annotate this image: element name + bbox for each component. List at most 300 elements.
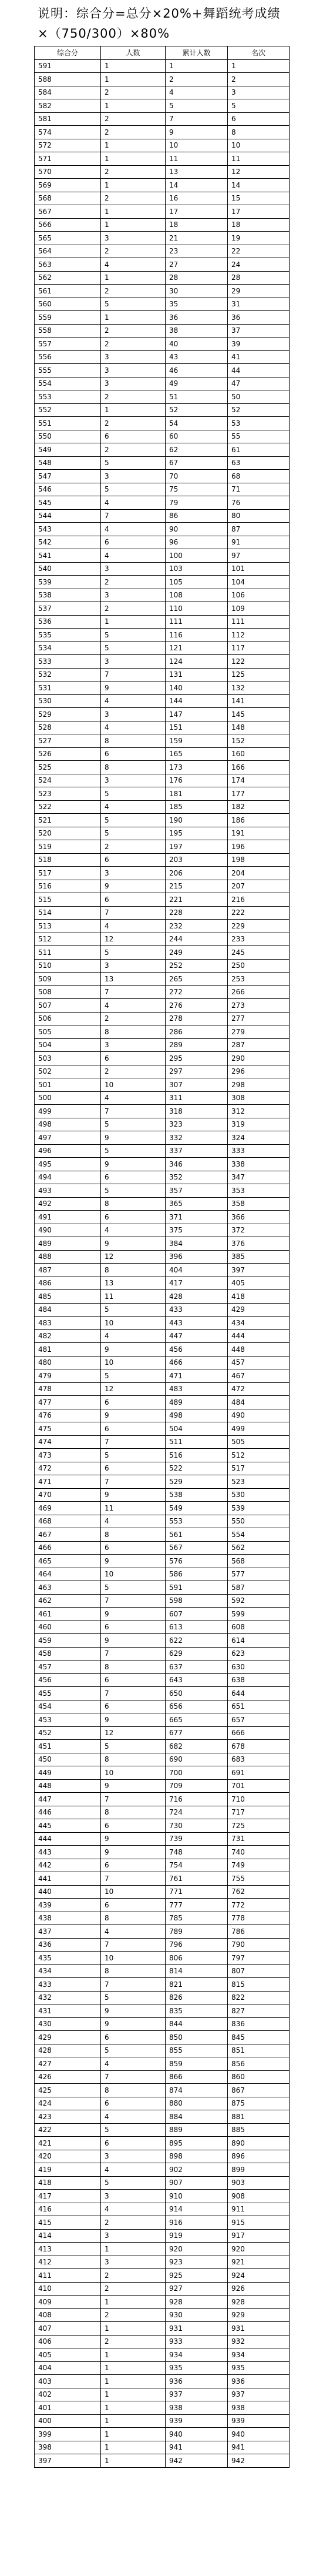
cell-score: 473 <box>35 1449 101 1462</box>
table-row <box>35 933 290 946</box>
cell-score: 527 <box>35 734 101 748</box>
cell-count: 1 <box>101 2388 166 2401</box>
cell-rank: 921 <box>228 2256 290 2269</box>
cell-rank: 324 <box>228 1131 290 1145</box>
table-row <box>35 1382 290 1396</box>
table-row <box>35 2044 290 2057</box>
cell-count: 1 <box>101 73 166 86</box>
cell-count: 5 <box>101 1581 166 1595</box>
cell-cumulative: 404 <box>166 1264 228 1277</box>
table-row <box>35 1846 290 1859</box>
cell-count: 9 <box>101 1131 166 1145</box>
cell-count: 4 <box>101 920 166 933</box>
cell-rank: 1 <box>228 59 290 73</box>
cell-count: 7 <box>101 985 166 999</box>
cell-score: 438 <box>35 1912 101 1925</box>
table-row <box>35 1713 290 1727</box>
cell-cumulative: 79 <box>166 496 228 510</box>
table-row <box>35 1105 290 1118</box>
cell-rank: 71 <box>228 483 290 496</box>
table-row <box>35 602 290 616</box>
cell-score: 402 <box>35 2388 101 2401</box>
cell-cumulative: 272 <box>166 985 228 999</box>
cell-rank: 52 <box>228 403 290 417</box>
cell-rank: 457 <box>228 1356 290 1369</box>
cell-count: 6 <box>101 1621 166 1634</box>
cell-cumulative: 591 <box>166 1581 228 1595</box>
cell-score: 398 <box>35 2441 101 2454</box>
cell-cumulative: 814 <box>166 1964 228 1978</box>
cell-cumulative: 332 <box>166 1131 228 1145</box>
cell-cumulative: 203 <box>166 853 228 867</box>
cell-score: 455 <box>35 1687 101 1700</box>
cell-score: 404 <box>35 2361 101 2375</box>
cell-score: 442 <box>35 1859 101 1872</box>
cell-cumulative: 928 <box>166 2296 228 2309</box>
cell-cumulative: 60 <box>166 430 228 443</box>
cell-count: 4 <box>101 1925 166 1939</box>
cell-count: 4 <box>101 800 166 814</box>
cell-count: 6 <box>101 536 166 549</box>
cell-count: 4 <box>101 496 166 510</box>
cell-count: 8 <box>101 1025 166 1039</box>
cell-count: 9 <box>101 1237 166 1251</box>
cell-rank: 106 <box>228 589 290 602</box>
table-row <box>35 1422 290 1436</box>
table-row <box>35 258 290 272</box>
cell-count: 5 <box>101 2176 166 2190</box>
cell-cumulative: 215 <box>166 880 228 893</box>
cell-count: 4 <box>101 2110 166 2124</box>
cell-count: 9 <box>101 1832 166 1846</box>
cell-cumulative: 855 <box>166 2044 228 2057</box>
cell-rank: 229 <box>228 920 290 933</box>
cell-score: 448 <box>35 1779 101 1793</box>
cell-score: 516 <box>35 880 101 893</box>
table-row <box>35 2216 290 2230</box>
cell-cumulative: 18 <box>166 218 228 232</box>
table-row <box>35 840 290 854</box>
cell-score: 471 <box>35 1475 101 1489</box>
cell-count: 1 <box>101 2428 166 2441</box>
cell-count: 12 <box>101 933 166 946</box>
table-row <box>35 906 290 920</box>
cell-count: 9 <box>101 1555 166 1568</box>
cell-rank: 112 <box>228 629 290 642</box>
cell-rank: 717 <box>228 1806 290 1819</box>
cell-score: 518 <box>35 853 101 867</box>
cell-rank: 245 <box>228 946 290 960</box>
explanation-note: 说明：综合分=总分×20%+舞蹈统考成绩×（750/300）×80% <box>38 6 281 41</box>
cell-cumulative: 709 <box>166 1779 228 1793</box>
cell-rank: 41 <box>228 350 290 364</box>
cell-score: 498 <box>35 1118 101 1131</box>
cell-count: 5 <box>101 1303 166 1317</box>
cell-score: 472 <box>35 1462 101 1475</box>
table-row <box>35 2084 290 2097</box>
table-row <box>35 1952 290 1965</box>
cell-score: 547 <box>35 470 101 483</box>
cell-score: 569 <box>35 179 101 192</box>
table-row <box>35 509 290 523</box>
cell-count: 2 <box>101 2308 166 2322</box>
cell-rank: 12 <box>228 165 290 179</box>
table-row <box>35 2428 290 2441</box>
cell-count: 9 <box>101 880 166 893</box>
table-row <box>35 655 290 669</box>
cell-cumulative: 249 <box>166 946 228 960</box>
cell-rank: 19 <box>228 232 290 245</box>
table-row <box>35 1435 290 1449</box>
table-row <box>35 179 290 192</box>
cell-score: 426 <box>35 2070 101 2084</box>
table-row <box>35 417 290 430</box>
table-row <box>35 1528 290 1542</box>
cell-rank: 731 <box>228 1832 290 1846</box>
cell-count: 2 <box>101 840 166 854</box>
cell-count: 1 <box>101 179 166 192</box>
cell-count: 8 <box>101 2084 166 2097</box>
cell-cumulative: 522 <box>166 1462 228 1475</box>
cell-count: 6 <box>101 1859 166 1872</box>
cell-score: 546 <box>35 483 101 496</box>
cell-cumulative: 934 <box>166 2348 228 2362</box>
table-row <box>35 350 290 364</box>
cell-rank: 444 <box>228 1329 290 1343</box>
table-row <box>35 1753 290 1766</box>
cell-cumulative: 121 <box>166 642 228 655</box>
cell-rank: 822 <box>228 1991 290 2004</box>
cell-rank: 277 <box>228 1012 290 1025</box>
cell-count: 8 <box>101 1264 166 1277</box>
table-row <box>35 1964 290 1978</box>
cell-count: 2 <box>101 165 166 179</box>
cell-score: 486 <box>35 1277 101 1290</box>
cell-cumulative: 433 <box>166 1303 228 1317</box>
cell-rank: 638 <box>228 1673 290 1687</box>
table-row <box>35 2401 290 2415</box>
table-row <box>35 827 290 840</box>
cell-cumulative: 108 <box>166 589 228 602</box>
table-row <box>35 430 290 443</box>
cell-count: 3 <box>101 562 166 576</box>
cell-score: 538 <box>35 589 101 602</box>
cell-count: 10 <box>101 1952 166 1965</box>
cell-rank: 333 <box>228 1144 290 1158</box>
cell-score: 571 <box>35 152 101 166</box>
cell-cumulative: 925 <box>166 2269 228 2283</box>
cell-count: 8 <box>101 1806 166 1819</box>
cell-score: 452 <box>35 1726 101 1740</box>
cell-score: 432 <box>35 1991 101 2004</box>
cell-count: 3 <box>101 959 166 973</box>
cell-cumulative: 105 <box>166 576 228 589</box>
cell-count: 4 <box>101 721 166 734</box>
cell-count: 6 <box>101 1673 166 1687</box>
table-row <box>35 2123 290 2137</box>
cell-score: 492 <box>35 1197 101 1211</box>
cell-cumulative: 5 <box>166 99 228 113</box>
cell-score: 444 <box>35 1832 101 1846</box>
cell-score: 517 <box>35 867 101 880</box>
table-row <box>35 1555 290 1568</box>
cell-cumulative: 14 <box>166 179 228 192</box>
cell-rank: 929 <box>228 2308 290 2322</box>
table-row <box>35 853 290 867</box>
cell-count: 1 <box>101 2375 166 2388</box>
cell-score: 568 <box>35 192 101 205</box>
cell-score: 537 <box>35 602 101 616</box>
cell-rank: 899 <box>228 2163 290 2177</box>
cell-cumulative: 10 <box>166 139 228 152</box>
table-row <box>35 1250 290 1264</box>
cell-cumulative: 739 <box>166 1832 228 1846</box>
cell-rank: 366 <box>228 1211 290 1224</box>
cell-rank: 186 <box>228 814 290 827</box>
cell-score: 559 <box>35 311 101 325</box>
cell-score: 508 <box>35 985 101 999</box>
cell-count: 4 <box>101 1224 166 1237</box>
cell-cumulative: 124 <box>166 655 228 669</box>
cell-score: 525 <box>35 761 101 774</box>
table-row <box>35 747 290 761</box>
cell-score: 501 <box>35 1078 101 1092</box>
cell-cumulative: 54 <box>166 417 228 430</box>
cell-cumulative: 265 <box>166 973 228 986</box>
cell-cumulative: 96 <box>166 536 228 549</box>
table-row <box>35 99 290 113</box>
cell-score: 469 <box>35 1502 101 1515</box>
cell-count: 9 <box>101 1409 166 1422</box>
cell-rank: 940 <box>228 2428 290 2441</box>
cell-score: 420 <box>35 2150 101 2163</box>
cell-count: 5 <box>101 1449 166 1462</box>
table-row <box>35 642 290 655</box>
cell-cumulative: 835 <box>166 2004 228 2018</box>
cell-score: 450 <box>35 1753 101 1766</box>
cell-score: 522 <box>35 800 101 814</box>
cell-score: 550 <box>35 430 101 443</box>
cell-cumulative: 637 <box>166 1660 228 1674</box>
table-row <box>35 1541 290 1555</box>
cell-rank: 152 <box>228 734 290 748</box>
cell-cumulative: 914 <box>166 2203 228 2216</box>
cell-count: 3 <box>101 2150 166 2163</box>
cell-cumulative: 682 <box>166 1740 228 1753</box>
cell-score: 445 <box>35 1819 101 1833</box>
table-row <box>35 1819 290 1833</box>
cell-rank: 599 <box>228 1608 290 1621</box>
cell-score: 582 <box>35 99 101 113</box>
table-row <box>35 1806 290 1819</box>
cell-count: 5 <box>101 1118 166 1131</box>
cell-cumulative: 622 <box>166 1634 228 1648</box>
cell-count: 8 <box>101 1197 166 1211</box>
table-row <box>35 721 290 734</box>
cell-cumulative: 62 <box>166 443 228 457</box>
cell-cumulative: 567 <box>166 1541 228 1555</box>
cell-rank: 472 <box>228 1382 290 1396</box>
cell-count: 5 <box>101 1369 166 1383</box>
table-row <box>35 562 290 576</box>
cell-count: 7 <box>101 1793 166 1806</box>
cell-cumulative: 384 <box>166 1237 228 1251</box>
cell-score: 412 <box>35 2256 101 2269</box>
cell-rank: 405 <box>228 1277 290 1290</box>
table-row <box>35 338 290 351</box>
score-table <box>34 46 290 2468</box>
cell-score: 490 <box>35 1224 101 1237</box>
cell-rank: 207 <box>228 880 290 893</box>
table-row <box>35 549 290 563</box>
cell-rank: 934 <box>228 2348 290 2362</box>
cell-rank: 691 <box>228 1766 290 1780</box>
table-row <box>35 946 290 960</box>
cell-count: 3 <box>101 232 166 245</box>
cell-score: 521 <box>35 814 101 827</box>
cell-score: 456 <box>35 1673 101 1687</box>
table-row <box>35 880 290 893</box>
cell-rank: 644 <box>228 1687 290 1700</box>
cell-score: 441 <box>35 1872 101 1886</box>
cell-count: 2 <box>101 324 166 338</box>
cell-rank: 148 <box>228 721 290 734</box>
cell-count: 9 <box>101 1634 166 1648</box>
table-row <box>35 1329 290 1343</box>
cell-count: 8 <box>101 761 166 774</box>
cell-cumulative: 643 <box>166 1673 228 1687</box>
table-row <box>35 2203 290 2216</box>
cell-cumulative: 889 <box>166 2123 228 2137</box>
cell-rank: 216 <box>228 893 290 907</box>
cell-rank: 338 <box>228 1158 290 1171</box>
cell-rank: 778 <box>228 1912 290 1925</box>
cell-score: 410 <box>35 2282 101 2296</box>
cell-score: 503 <box>35 1052 101 1065</box>
cell-rank: 250 <box>228 959 290 973</box>
cell-rank: 233 <box>228 933 290 946</box>
cell-rank: 347 <box>228 1171 290 1184</box>
cell-rank: 290 <box>228 1052 290 1065</box>
table-row <box>35 1078 290 1092</box>
cell-cumulative: 173 <box>166 761 228 774</box>
table-row <box>35 1925 290 1939</box>
cell-count: 3 <box>101 2190 166 2203</box>
table-row <box>35 470 290 483</box>
cell-score: 414 <box>35 2229 101 2243</box>
cell-rank: 608 <box>228 1621 290 1634</box>
cell-rank: 196 <box>228 840 290 854</box>
cell-cumulative: 23 <box>166 245 228 258</box>
cell-cumulative: 49 <box>166 377 228 390</box>
table-row <box>35 2454 290 2468</box>
cell-rank: 2 <box>228 73 290 86</box>
cell-rank: 63 <box>228 456 290 470</box>
cell-count: 2 <box>101 2282 166 2296</box>
cell-cumulative: 498 <box>166 1409 228 1422</box>
cell-score: 460 <box>35 1621 101 1634</box>
cell-count: 6 <box>101 2097 166 2110</box>
cell-cumulative: 131 <box>166 668 228 681</box>
cell-score: 544 <box>35 509 101 523</box>
cell-score: 534 <box>35 642 101 655</box>
cell-rank: 5 <box>228 99 290 113</box>
cell-count: 5 <box>101 1740 166 1753</box>
cell-rank: 44 <box>228 364 290 377</box>
cell-cumulative: 206 <box>166 867 228 880</box>
cell-count: 4 <box>101 1091 166 1105</box>
cell-score: 465 <box>35 1555 101 1568</box>
cell-score: 443 <box>35 1846 101 1859</box>
cell-cumulative: 103 <box>166 562 228 576</box>
cell-cumulative: 942 <box>166 2454 228 2468</box>
cell-cumulative: 910 <box>166 2190 228 2203</box>
cell-cumulative: 826 <box>166 1991 228 2004</box>
table-row <box>35 1012 290 1025</box>
table-row <box>35 2137 290 2150</box>
cell-cumulative: 43 <box>166 350 228 364</box>
cell-rank: 141 <box>228 694 290 708</box>
cell-score: 591 <box>35 59 101 73</box>
table-row <box>35 1237 290 1251</box>
header-row <box>35 46 290 60</box>
cell-cumulative: 850 <box>166 2031 228 2044</box>
cell-count: 1 <box>101 2296 166 2309</box>
cell-score: 494 <box>35 1171 101 1184</box>
cell-cumulative: 447 <box>166 1329 228 1343</box>
cell-count: 2 <box>101 390 166 404</box>
cell-score: 409 <box>35 2296 101 2309</box>
cell-cumulative: 295 <box>166 1052 228 1065</box>
cell-cumulative: 902 <box>166 2163 228 2177</box>
cell-count: 6 <box>101 1899 166 1912</box>
cell-count: 13 <box>101 973 166 986</box>
cell-rank: 22 <box>228 245 290 258</box>
cell-count: 13 <box>101 1277 166 1290</box>
table-row <box>35 2150 290 2163</box>
cell-cumulative: 9 <box>166 126 228 139</box>
cell-rank: 936 <box>228 2375 290 2388</box>
cell-score: 588 <box>35 73 101 86</box>
table-row <box>35 1396 290 1409</box>
table-row <box>35 2348 290 2362</box>
cell-cumulative: 933 <box>166 2335 228 2348</box>
table-row <box>35 1091 290 1105</box>
table-row <box>35 2243 290 2256</box>
cell-cumulative: 895 <box>166 2137 228 2150</box>
cell-cumulative: 941 <box>166 2441 228 2454</box>
cell-cumulative: 111 <box>166 615 228 629</box>
cell-count: 9 <box>101 1488 166 1502</box>
cell-cumulative: 52 <box>166 403 228 417</box>
cell-score: 554 <box>35 377 101 390</box>
cell-count: 6 <box>101 747 166 761</box>
cell-rank: 91 <box>228 536 290 549</box>
cell-count: 3 <box>101 350 166 364</box>
cell-score: 464 <box>35 1568 101 1581</box>
cell-cumulative: 923 <box>166 2256 228 2269</box>
table-row <box>35 218 290 232</box>
table-row <box>35 1885 290 1899</box>
cell-rank: 941 <box>228 2441 290 2454</box>
cell-cumulative: 318 <box>166 1105 228 1118</box>
cell-cumulative: 30 <box>166 285 228 298</box>
table-row <box>35 523 290 536</box>
cell-cumulative: 898 <box>166 2150 228 2163</box>
cell-rank: 222 <box>228 906 290 920</box>
table-row <box>35 2031 290 2044</box>
table-row <box>35 2388 290 2401</box>
